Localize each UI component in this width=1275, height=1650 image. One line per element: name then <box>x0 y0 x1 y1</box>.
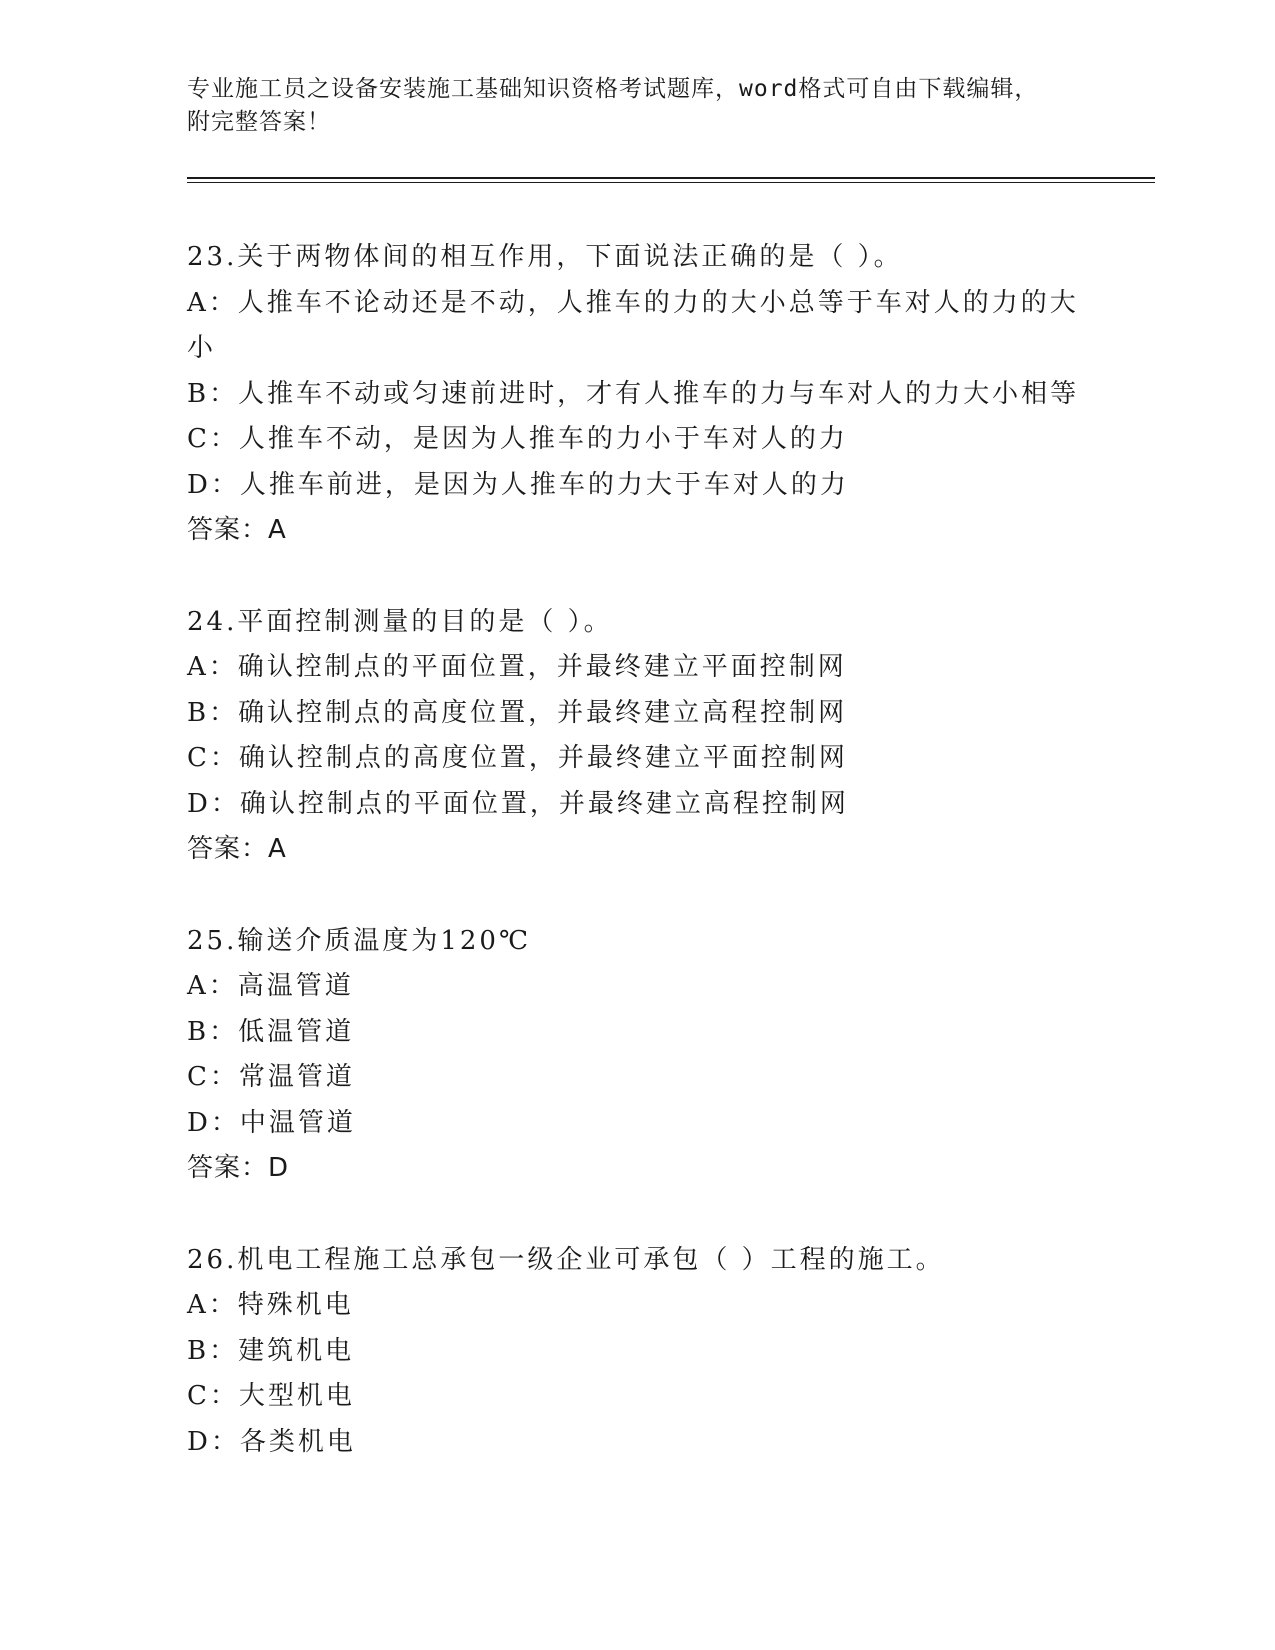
question-stem: 23.关于两物体间的相互作用，下面说法正确的是（ ）。 <box>187 242 903 272</box>
option-a: A：人推车不论动还是不动，人推车的力的大小总等于车对人的力的大 <box>187 287 1079 318</box>
question-26 <box>187 1238 1087 1466</box>
question-stem: 25.输送介质温度为120℃ <box>187 925 532 956</box>
header-divider-thin <box>187 182 1155 183</box>
header-line-2: 附完整答案！ <box>187 109 331 135</box>
option-c: C：常温管道 <box>187 1062 355 1092</box>
spacer <box>187 873 1087 919</box>
option-b: B：低温管道 <box>187 1016 355 1047</box>
answer: 答案：A <box>187 515 287 545</box>
option-b: B：建筑机电 <box>187 1335 355 1366</box>
spacer <box>187 1192 1087 1238</box>
header-line-1: 专业施工员之设备安装施工基础知识资格考试题库，word格式可自由下载编辑， <box>187 76 1039 102</box>
option-b: B：确认控制点的高度位置，并最终建立高程控制网 <box>187 697 848 728</box>
option-a: A：高温管道 <box>187 971 354 1001</box>
question-25 <box>187 919 1087 1192</box>
option-d: D：人推车前进，是因为人推车的力大于车对人的力 <box>187 469 849 500</box>
spacer <box>187 554 1087 600</box>
option-a: A：特殊机电 <box>187 1290 354 1320</box>
option-d: D：确认控制点的平面位置，并最终建立高程控制网 <box>187 788 849 819</box>
option-a-continued: 小 <box>187 333 217 363</box>
answer: 答案：D <box>187 1153 290 1183</box>
question-list <box>187 235 1087 1465</box>
option-c: C：确认控制点的高度位置，并最终建立平面控制网 <box>187 743 848 773</box>
option-c: C：大型机电 <box>187 1381 355 1411</box>
option-d: D：各类机电 <box>187 1426 356 1457</box>
option-c: C：人推车不动，是因为人推车的力小于车对人的力 <box>187 424 848 454</box>
option-b: B：人推车不动或匀速前进时，才有人推车的力与车对人的力大小相等 <box>187 378 1080 409</box>
document-header <box>187 73 1087 139</box>
option-d: D：中温管道 <box>187 1107 356 1138</box>
answer: 答案：A <box>187 834 287 864</box>
question-stem: 26.机电工程施工总承包一级企业可承包（ ）工程的施工。 <box>187 1244 945 1275</box>
question-stem: 24.平面控制测量的目的是（ ）。 <box>187 606 613 637</box>
question-24 <box>187 600 1087 873</box>
option-a: A：确认控制点的平面位置，并最终建立平面控制网 <box>187 652 847 682</box>
question-23 <box>187 235 1087 554</box>
header-divider-thick <box>187 177 1155 179</box>
